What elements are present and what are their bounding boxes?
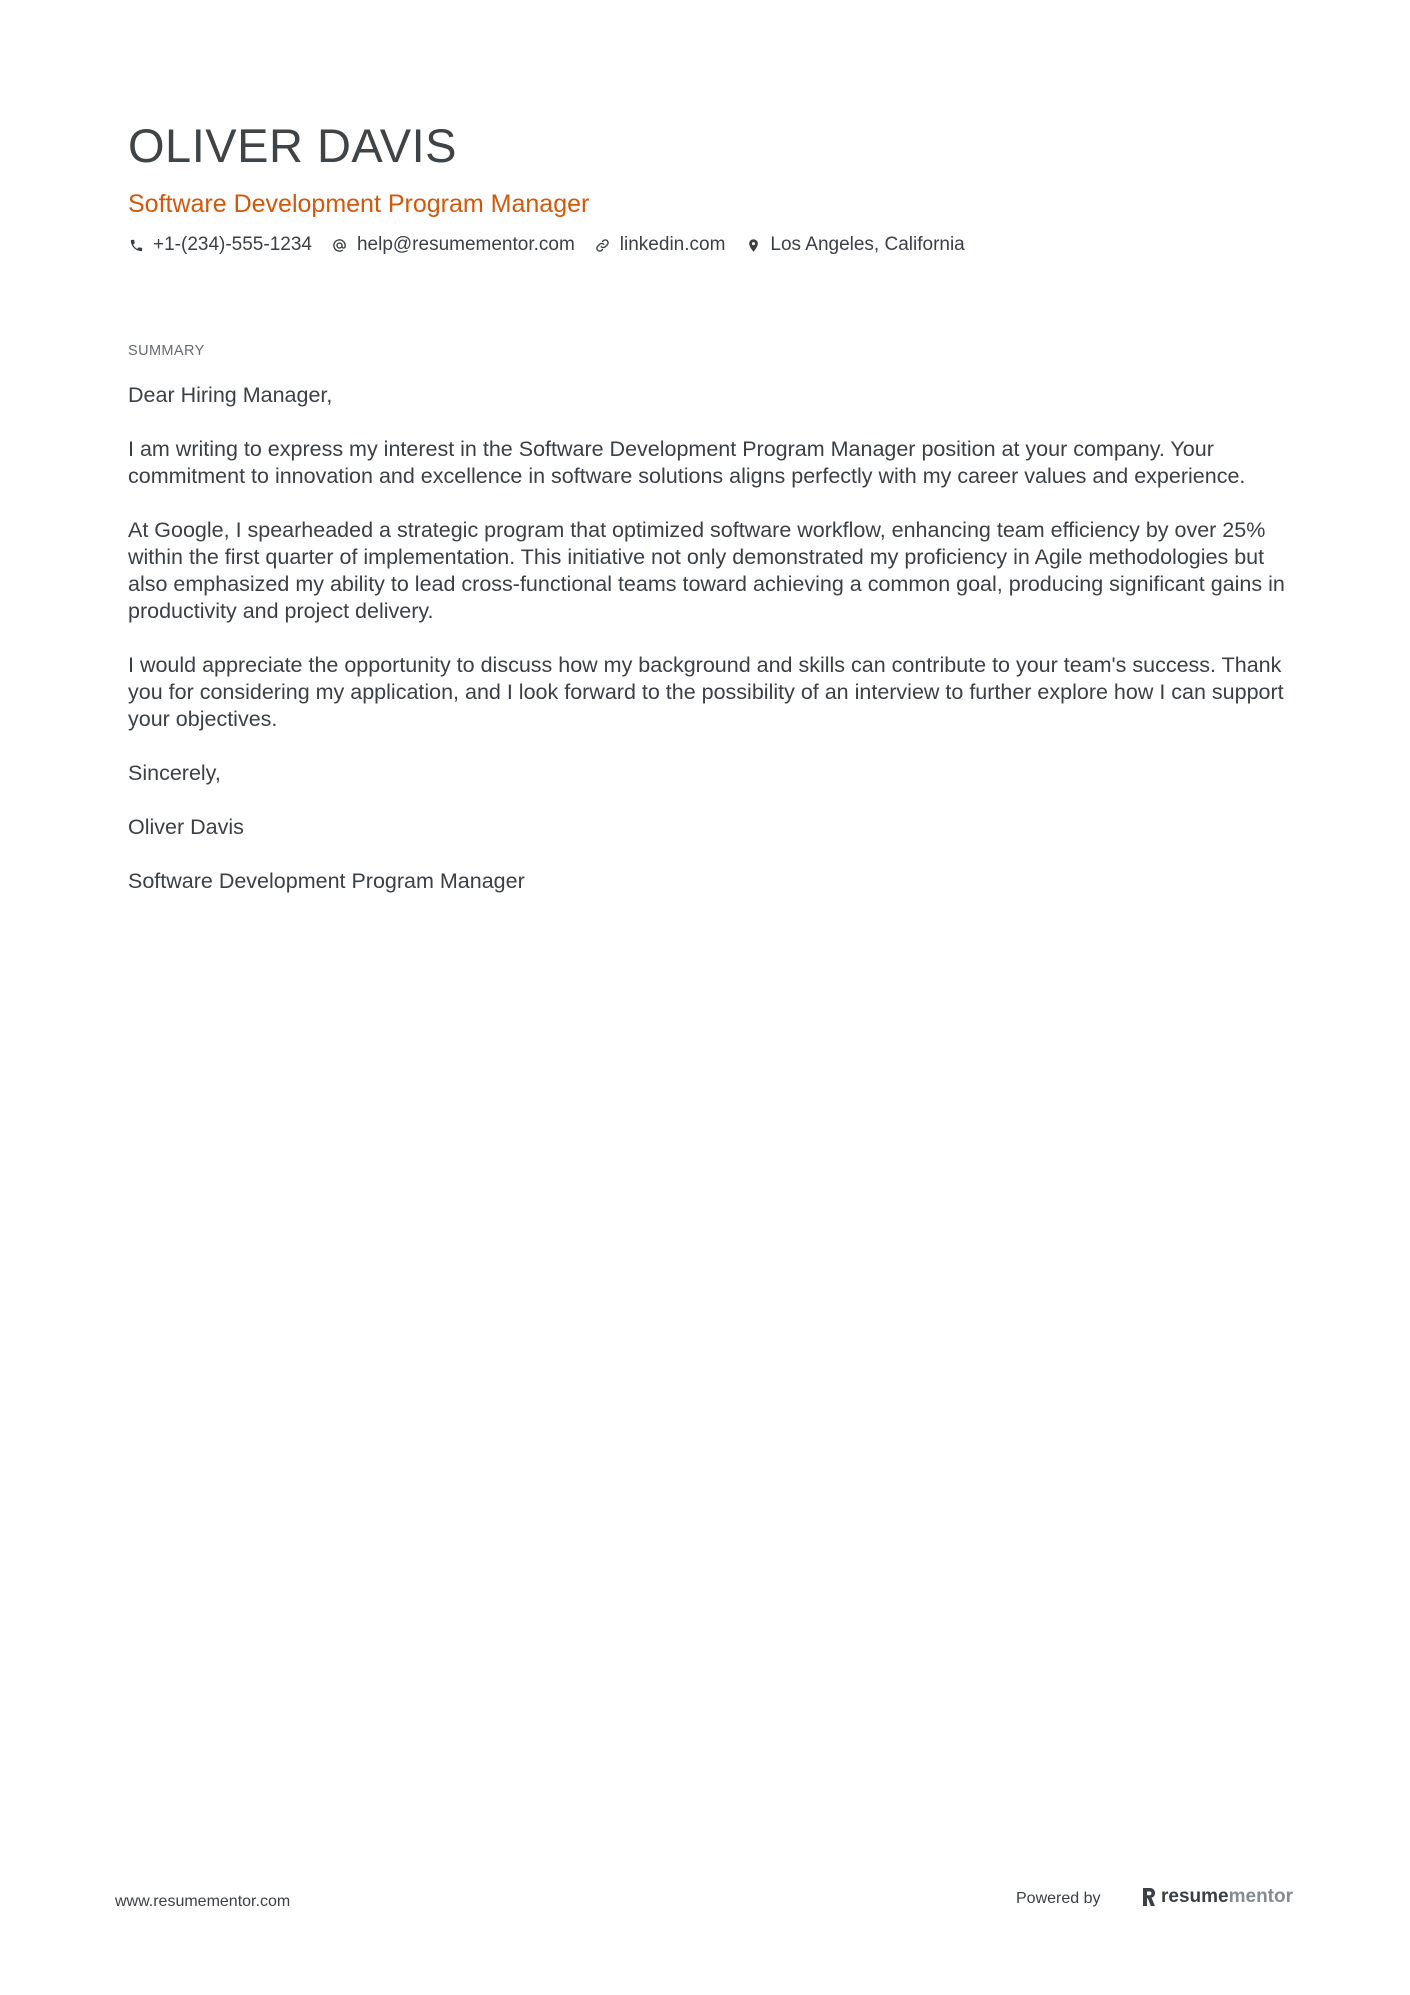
- letter-signature-name: Oliver Davis: [128, 815, 244, 839]
- footer-powered-by: Powered by: [1016, 1890, 1101, 1907]
- resume-page: [128, 118, 1288, 922]
- contact-row: [128, 232, 1288, 258]
- candidate-role: Software Development Program Manager: [128, 190, 590, 218]
- footer-website-link[interactable]: www.resumementor.com: [115, 1893, 291, 1910]
- at-icon: [332, 237, 348, 253]
- contact-email[interactable]: [332, 232, 575, 258]
- contact-email-text: help@resumementor.com: [356, 234, 575, 255]
- letter-paragraph: I am writing to express my interest in the Software Development Program Manager position at your company. Your commitment to innovation and excellence in software solutions aligns perfectly with my career values and experience.: [128, 437, 1246, 488]
- resumementor-logo-icon: [1141, 1887, 1157, 1907]
- phone-icon: [128, 237, 144, 253]
- summary-heading: SUMMARY: [128, 343, 205, 359]
- letter-signature-title: Software Development Program Manager: [128, 869, 525, 893]
- contact-location: [745, 232, 964, 258]
- letter-paragraph: I would appreciate the opportunity to discuss how my background and skills can contribute to your team's success. Thank you for considering my application, and I look forward to the possibility of an interview to further explore how I can support your objectives.: [128, 653, 1284, 731]
- letter-salutation: Dear Hiring Manager,: [128, 383, 333, 407]
- brand-text-resume: resume: [1161, 1886, 1229, 1907]
- letter-paragraph: At Google, I spearheaded a strategic program that optimized software workflow, enhancing team efficiency by over 25% within the first quarter of implementation. This initiative not only demonstrated my proficiency in Agile methodologies but also emphasized my ability to lead cross-functional teams toward achieving a common goal, producing significant gains in productivity and project delivery.: [128, 518, 1285, 623]
- link-icon: [595, 237, 611, 253]
- contact-phone: [128, 232, 312, 258]
- brand-text-mentor: mentor: [1228, 1886, 1294, 1907]
- contact-linkedin-text: linkedin.com: [619, 234, 726, 255]
- letter-closing: Sincerely,: [128, 761, 221, 785]
- contact-location-text: Los Angeles, California: [770, 234, 965, 255]
- cover-letter-body: [128, 382, 1288, 895]
- contact-phone-text: +1-(234)-555-1234: [153, 234, 312, 255]
- candidate-name: OLIVER DAVIS: [128, 119, 458, 172]
- location-pin-icon: [745, 237, 761, 253]
- contact-linkedin[interactable]: [595, 232, 726, 258]
- resumementor-logo[interactable]: [1141, 1885, 1293, 1909]
